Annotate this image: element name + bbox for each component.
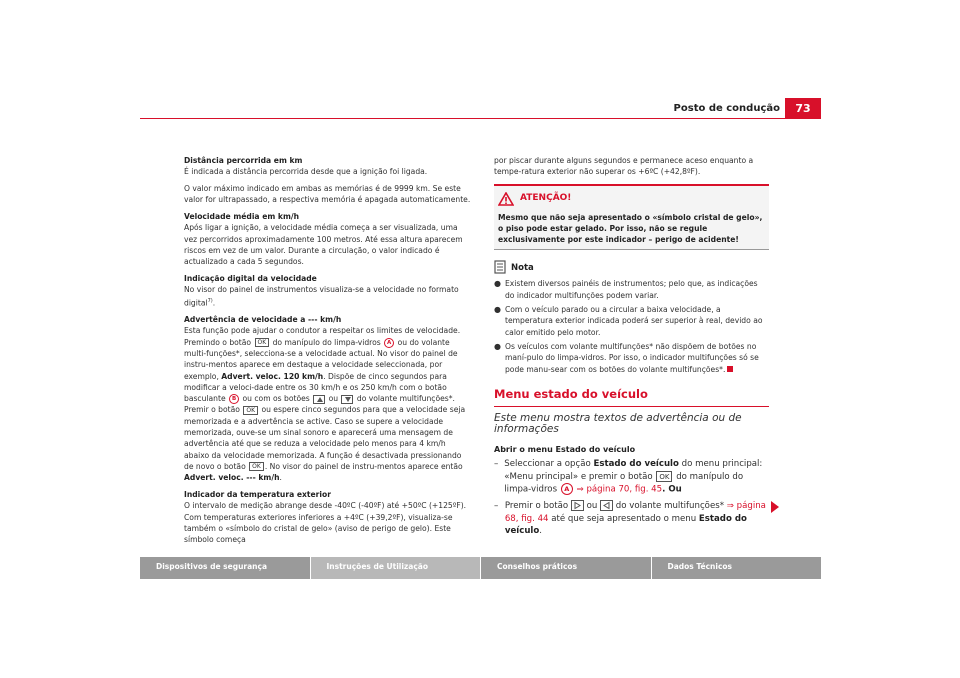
- ok-key-icon-3: OK: [249, 462, 264, 471]
- callout-a-icon: A: [384, 338, 394, 348]
- continue-arrow-icon: [771, 501, 779, 513]
- up-arrow-key-icon: [313, 395, 325, 404]
- header-title: Posto de condução: [673, 103, 780, 114]
- right-arrow-key-icon: [571, 500, 584, 511]
- digital-speed-end: .: [212, 298, 216, 308]
- note-item: ● Existem diversos painéis de instrumentos; pelo que, as indicações do indicador multifunções podem variar.: [494, 278, 769, 301]
- speed-warning-text-10: .: [279, 473, 282, 483]
- section-subtitle: Este menu mostra textos de advertência ou de informações: [494, 412, 742, 436]
- left-arrow-key-icon: [600, 500, 613, 511]
- left-column: [184, 155, 472, 551]
- callout-a-icon-2: A: [561, 483, 573, 495]
- note-item: ● Com o veículo parado ou a circular a baixa velocidade, a temperatura exterior indicada poderá ser superior à real, devido ao calor emitido pelo motor.: [494, 304, 769, 338]
- step-1: – Seleccionar a opção Estado do veículo do menu principal: «Menu principal» e premir o botão OK do manípulo do limpa-vidros A ⇒ página 70, fig. 45. Ou: [494, 459, 763, 495]
- note-text-2: Com o veículo parado ou a circular a baixa velocidade, a temperatura exterior indicada poderá ser superior à real, devido ao calor emitido pelo motor.: [504, 305, 763, 337]
- footer-nav: [140, 557, 821, 579]
- header-rule: [140, 118, 821, 119]
- heading-speed-warning: Advertência de velocidade a --- km/h: [184, 315, 342, 325]
- warning-title: ATENÇÃO!: [520, 192, 572, 203]
- callout-b-icon: B: [229, 394, 239, 404]
- note-item: ● Os veículos com volante multifunções* não dispõem de botões no maní-pulo do limpa-vidros. Por isso, o indicador multifunções só se pode manu-sear com os botões do volante multifunções*.: [494, 341, 759, 374]
- speed-warning-text-7: do volante multifunções*. Premir o botão: [184, 394, 455, 415]
- page-number: 73: [785, 98, 821, 119]
- warning-triangle-icon: [498, 192, 514, 206]
- note-book-icon: [494, 260, 506, 274]
- avg-speed-text: Após ligar a ignição, a velocidade média começa a ser visualizada, uma vez percorridos aproximadamente 100 metros. Até essa altura aparecem riscos em vez de um valor. Durante a circulação, o valor indicado é actualizado a cada 5 segundos.: [184, 223, 463, 267]
- ok-key-icon-4: OK: [656, 471, 672, 482]
- heading-digital-speed: Indicação digital da velocidade: [184, 274, 317, 284]
- note-text-3: Os veículos com volante multifunções* não dispõem de botões no maní-pulo do limpa-vidros. Por isso, o indicador multifunções só se pode manu-sear com os botões do volante multifunções*.: [504, 341, 759, 374]
- outside-temp-text: O intervalo de medição abrange desde -40ºC (-40ºF) até +50ºC (+125ºF). Com temperaturas exteriores inferiores a +4ºC (+39,2ºF), visualiza-se também o «símbolo do cristal de gelo» (aviso de perigo de gelo). Este símbolo começa: [184, 501, 467, 545]
- speed-warning-text-6: ou: [328, 394, 339, 404]
- speed-warning-text-9: . No visor do painel de instru-mentos aparece então: [264, 461, 463, 471]
- note-title: Nota: [511, 263, 534, 274]
- footer-tab-technical[interactable]: Dados Técnicos: [652, 557, 822, 579]
- footer-tab-instructions[interactable]: Instruções de Utilização: [311, 557, 481, 579]
- speed-warning-text-8: ou espere cinco segundos para que a velocidade seja memorizada e a advertência se active. Caso se supere a velocidade memorizada, ouve-se um sinal sonoro e aparecerá uma mensagem de advertência até que se reduza a velocidade pelo menos para 4 km/h abaixo da velocidade memorizada. A função é desactivada pressionando de novo o botão: [184, 405, 466, 471]
- speed-warning-example: Advert. veloc. 120 km/h: [221, 371, 324, 381]
- footer-tab-tips[interactable]: Conselhos práticos: [481, 557, 651, 579]
- step-2: – Premir o botão ou do volante multifunções* ⇒ página 68, fig. 44 até que seja apresentado o menu Estado do veículo.: [494, 501, 766, 537]
- speed-warning-text-2: do manípulo do limpa-vidros: [272, 337, 381, 347]
- digital-speed-text: No visor do painel de instrumentos visualiza-se a velocidade no formato digital: [184, 285, 459, 308]
- ok-key-icon-2: OK: [243, 406, 258, 415]
- ok-key-icon: OK: [255, 338, 270, 347]
- page-ref-link-70[interactable]: ⇒ página 70, fig. 45: [576, 484, 663, 495]
- section-title: Menu estado do veículo: [494, 389, 769, 407]
- speed-warning-text-5: ou com os botões: [242, 394, 310, 404]
- distance-text-1: É indicada a distância percorrida desde que a ignição foi ligada.: [184, 167, 428, 177]
- footnote-ref: 7): [207, 297, 213, 304]
- down-arrow-key-icon: [341, 395, 353, 404]
- speed-warning-text-1: Esta função pode ajudar o condutor a respeitar os limites de velocidade. Premindo o botão: [184, 326, 461, 347]
- right-column: [494, 155, 769, 542]
- speed-warning-text-3: ou do volante multi-funções*, selecciona-se a velocidade actual. No visor do painel de instru-mentos aparece em destaque a velocidade seleccionada, por exemplo,: [184, 337, 458, 381]
- warning-text: Mesmo que não seja apresentado o «símbolo cristal de gelo», o piso pode estar gelado. Por isso, não se regule exclusivamente por este indicador – perigo de acidente!: [498, 212, 763, 245]
- speed-warning-off: Advert. veloc. --- km/h: [184, 473, 280, 483]
- note-text-1: Existem diversos painéis de instrumentos; pelo que, as indicações do indicador multifunções podem variar.: [504, 279, 758, 300]
- speed-warning-text-4: . Dispõe de cinco segundos para modificar a veloci-dade entre os 30 km/h e os 250 km/h com o botão basculante: [184, 371, 447, 404]
- page-ref-link-68[interactable]: ⇒ página 68, fig. 44: [504, 501, 766, 524]
- warning-box: [494, 184, 769, 251]
- footer-tab-safety[interactable]: Dispositivos de segurança: [140, 557, 310, 579]
- open-menu-heading: Abrir o menu Estado do veículo: [494, 444, 636, 454]
- heading-avg-speed: Velocidade média em km/h: [184, 212, 300, 222]
- outside-temp-continued: por piscar durante alguns segundos e permanece aceso enquanto a tempe-ratura exterior não superar os +6ºC (+42,8ºF).: [494, 156, 754, 177]
- distance-text-2: O valor máximo indicado em ambas as memórias é de 9999 km. Se este valor for ultrapassado, a respectiva memória é apagada automaticamente.: [184, 184, 471, 205]
- heading-distance: Distância percorrida em km: [184, 156, 303, 165]
- end-of-section-icon: [727, 366, 733, 372]
- heading-outside-temp: Indicador da temperatura exterior: [184, 490, 331, 500]
